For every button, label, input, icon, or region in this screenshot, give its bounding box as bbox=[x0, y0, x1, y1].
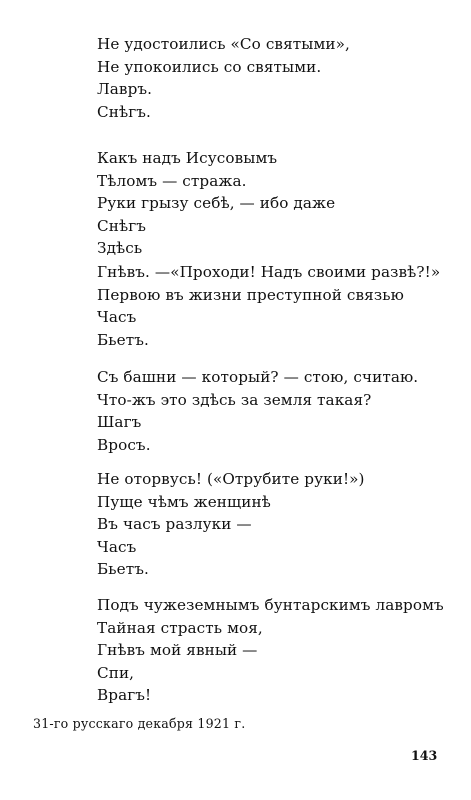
stanza-2 bbox=[97, 147, 457, 260]
stanza-4 bbox=[97, 366, 457, 456]
poem-line: Гнѣвъ. —«Проходи! Надъ своими развѣ?!» bbox=[97, 263, 441, 281]
poem-line: Часъ bbox=[97, 308, 137, 327]
poem-line: Какъ надъ Исусовымъ bbox=[97, 149, 278, 167]
poem-line: Часъ bbox=[97, 537, 137, 556]
poem-line: Подъ чужеземнымъ бунтарскимъ лавромъ bbox=[97, 596, 444, 614]
stanza-6 bbox=[97, 594, 457, 707]
poem-line: Бьетъ. bbox=[97, 330, 149, 349]
poem-line: Руки грызу себѣ, — ибо даже bbox=[97, 194, 336, 213]
stanza-5 bbox=[97, 468, 457, 581]
poem-line: Съ башни — который? — стою, считаю. bbox=[97, 368, 419, 386]
poem-line: Не упокоились со святыми. bbox=[97, 57, 322, 76]
poem-line: Первою въ жизни преступной связью bbox=[97, 285, 404, 304]
poem-line: Снѣгъ. bbox=[97, 102, 151, 121]
poem-line: Не удостоились «Со святыми», bbox=[97, 35, 350, 53]
poem-line: Врагъ! bbox=[97, 686, 152, 705]
date-line: 31-го русскаго декабря 1921 г. bbox=[33, 716, 246, 731]
poem-line: Вросъ. bbox=[97, 435, 151, 454]
stanza-3 bbox=[97, 261, 457, 351]
poem-line: Гнѣвъ мой явный — bbox=[97, 641, 258, 660]
poem-line: Не оторвусь! («Отрубите руки!») bbox=[97, 470, 365, 488]
poem-line: Тѣломъ — стража. bbox=[97, 171, 247, 190]
poem-line: Шагъ bbox=[97, 413, 142, 432]
poem-line: Снѣгъ bbox=[97, 216, 147, 235]
poem-line: Пуще чѣмъ женщинѣ bbox=[97, 492, 271, 511]
poem-line: Бьетъ. bbox=[97, 560, 149, 579]
poem-line: Что-жъ это здѣсь за земля такая? bbox=[97, 390, 372, 409]
poem-line: Тайная страсть моя, bbox=[97, 618, 263, 637]
poem-line: Здѣсь bbox=[97, 239, 143, 258]
poem-line: Въ часъ разлуки — bbox=[97, 515, 252, 534]
poem-line: Лавръ. bbox=[97, 80, 153, 99]
stanza-1 bbox=[97, 33, 457, 123]
poem-line: Спи, bbox=[97, 663, 135, 682]
page-number: 143 bbox=[411, 748, 438, 763]
